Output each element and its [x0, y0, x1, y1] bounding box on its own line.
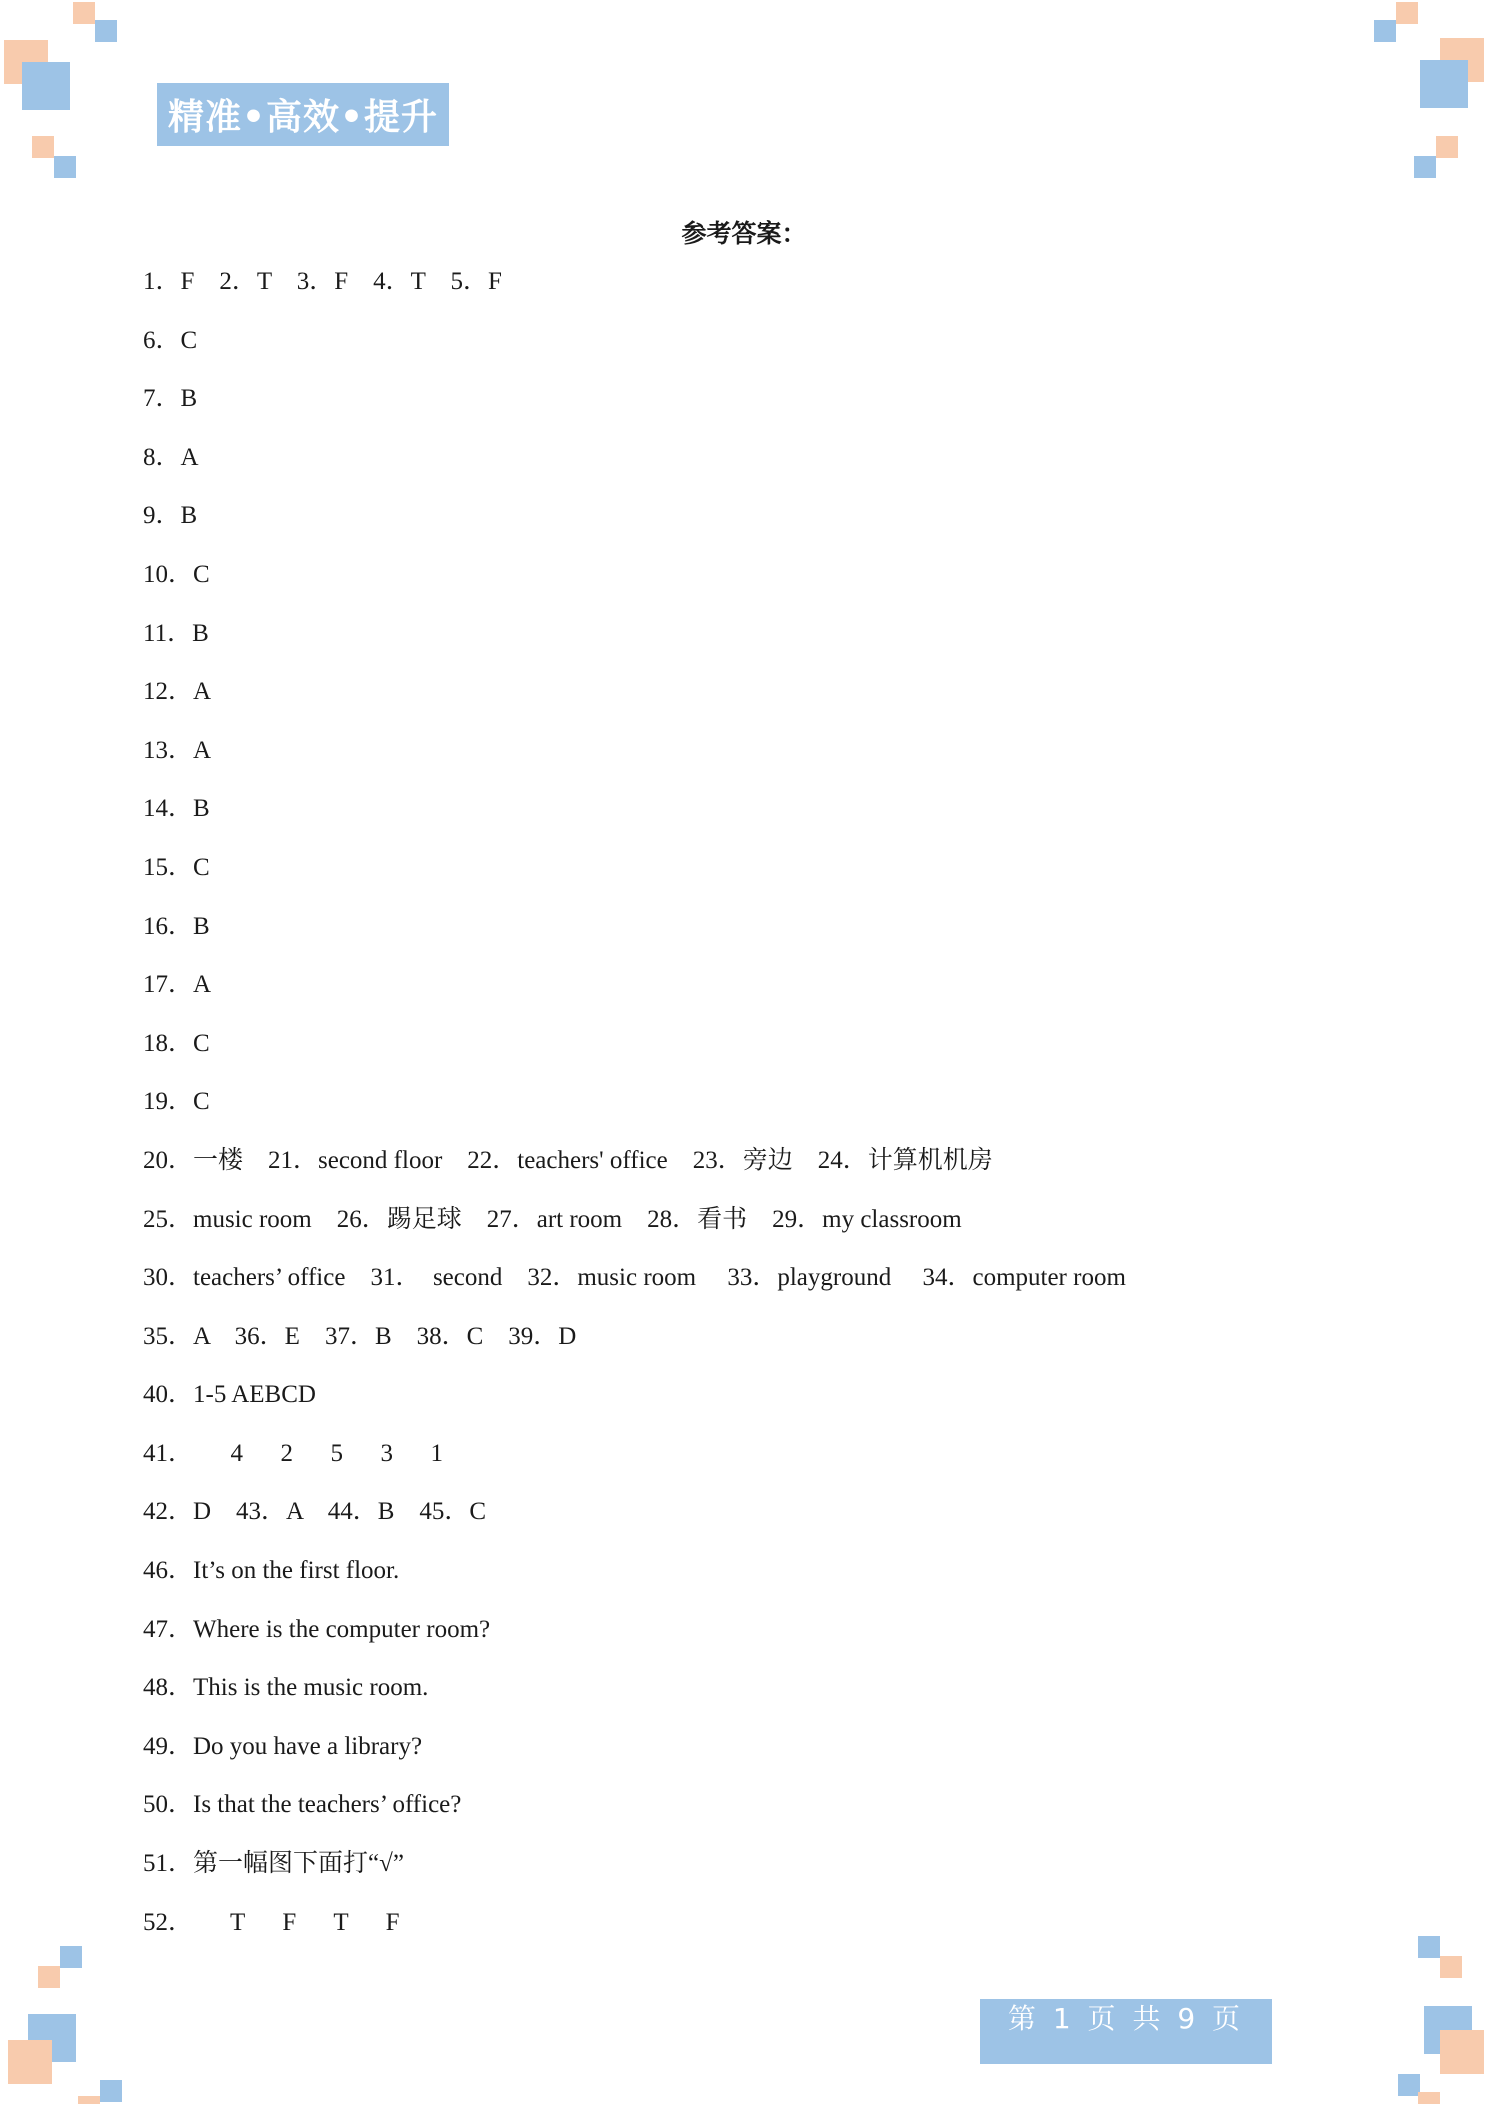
answer-row: 11．B: [143, 619, 209, 647]
corner-decoration: [1440, 2030, 1484, 2074]
answer-row: 6．C: [143, 326, 198, 354]
answer-row: 16．B: [143, 912, 210, 940]
corner-decoration: [60, 1946, 82, 1968]
answer-row: 50．Is that the teachers’ office?: [143, 1791, 462, 1819]
answer-row: 17．A: [143, 971, 212, 999]
answer-row: 46．It’s on the first floor.: [143, 1557, 400, 1585]
corner-decoration: [32, 136, 54, 158]
corner-decoration: [22, 62, 70, 110]
answer-row: 12．A: [143, 678, 212, 706]
corner-decoration: [1418, 1936, 1440, 1958]
answer-row: 40．1-5 AEBCD: [143, 1381, 316, 1409]
corner-decoration: [8, 2040, 52, 2084]
answer-row: 25．music room 26．踢足球 27．art room 28．看书 29．my classroom: [143, 1205, 962, 1233]
brand-banner: 精准•高效•提升: [157, 83, 449, 146]
corner-decoration: [78, 2096, 100, 2104]
answer-row: 48．This is the music room.: [143, 1674, 429, 1702]
corner-decoration: [95, 20, 117, 42]
answer-row: 20．一楼 21．second floor 22．teachers' office 23．旁边 24．计算机机房: [143, 1146, 993, 1174]
answer-list: [143, 262, 1126, 1961]
corner-decoration: [38, 1966, 60, 1988]
corner-decoration: [1436, 136, 1458, 158]
answer-row: 35．A 36．E 37．B 38．C 39．D: [143, 1322, 577, 1350]
corner-decoration: [54, 156, 76, 178]
page-title: 参考答案：: [681, 219, 807, 248]
answer-row: 41． 4 2 5 3 1: [143, 1439, 444, 1467]
answer-row: 15．C: [143, 853, 210, 881]
corner-decoration: [1440, 1956, 1462, 1978]
corner-decoration: [1396, 2, 1418, 24]
page-number-footer: 第 1 页 共 9 页: [980, 1999, 1272, 2064]
answer-row: 14．B: [143, 795, 210, 823]
answer-row: 42．D 43．A 44．B 45．C: [143, 1498, 487, 1526]
answer-row: 47．Where is the computer room?: [143, 1615, 491, 1643]
corner-decoration: [1374, 20, 1396, 42]
answer-row: 49．Do you have a library?: [143, 1732, 423, 1760]
answer-row: 18．C: [143, 1029, 210, 1057]
answer-row: 9．B: [143, 502, 198, 530]
answer-row: 51．第一幅图下面打“√”: [143, 1850, 404, 1878]
answer-row: 1．F 2．T 3．F 4．T 5．F: [143, 268, 502, 295]
corner-decoration: [1418, 2092, 1440, 2104]
corner-decoration: [100, 2080, 122, 2102]
answer-row: 30．teachers’ office 31． second 32．music room 33．playground 34．computer room: [143, 1264, 1126, 1292]
answer-row: 7．B: [143, 385, 198, 413]
answer-row: 8．A: [143, 443, 199, 471]
answer-row: 19．C: [143, 1088, 210, 1116]
corner-decoration: [1398, 2074, 1420, 2096]
corner-decoration: [1420, 60, 1468, 108]
answer-row: 52． T F T F: [143, 1908, 400, 1936]
answer-row: 10．C: [143, 560, 210, 588]
corner-decoration: [1414, 156, 1436, 178]
answer-row: 13．A: [143, 736, 212, 764]
corner-decoration: [73, 2, 95, 24]
